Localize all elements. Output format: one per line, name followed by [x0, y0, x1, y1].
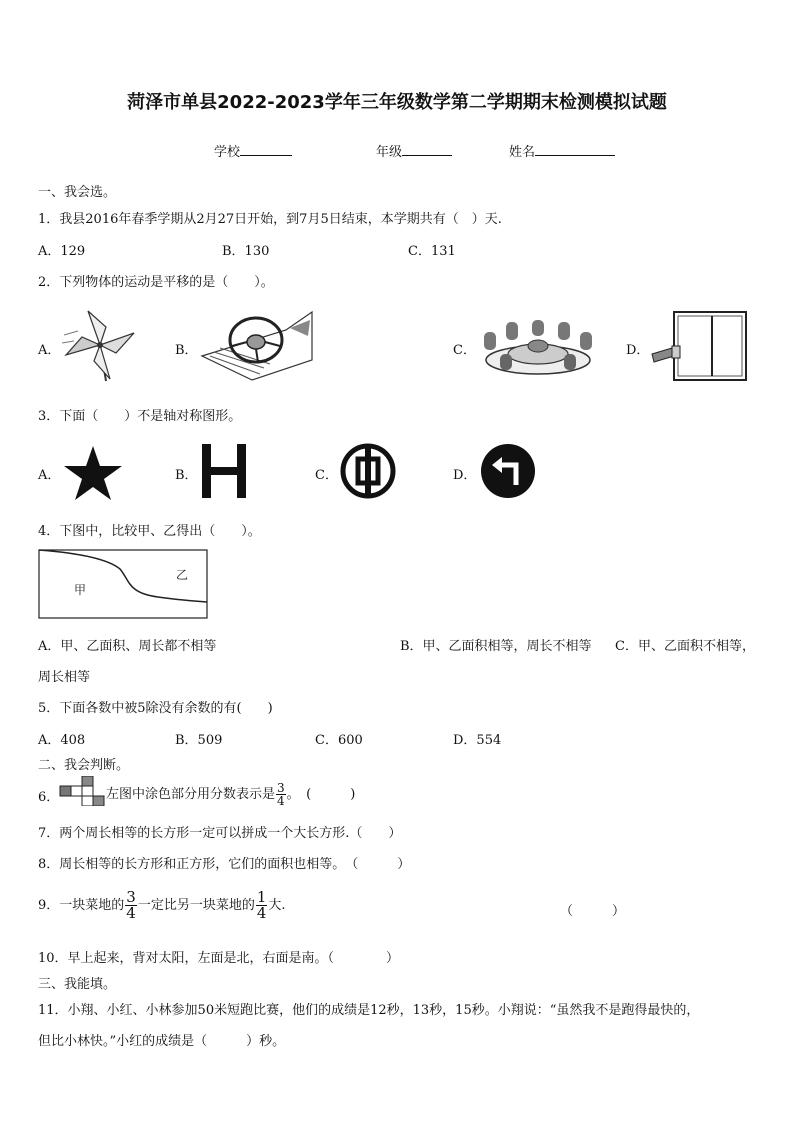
section1-heading: 一、我会选。 — [38, 185, 117, 200]
q4-option-a[interactable]: A．甲、乙面积、周长都不相等 — [38, 639, 217, 654]
q9-answer-blank[interactable]: （ ） — [560, 904, 626, 919]
q1-text: 1．我县2016年春季学期从2月27日开始，到7月5日结束，本学期共有（ ）天. — [38, 212, 502, 227]
name-blank[interactable] — [535, 141, 615, 156]
turn-left-sign-shape — [480, 443, 536, 499]
pinwheel-picture — [58, 305, 140, 383]
q11-text-line2: 但比小林快。”小红的成绩是（ ）秒。 — [38, 1034, 286, 1049]
q1-option-a[interactable]: A．129 — [38, 244, 86, 259]
q7-text: 7．两个周长相等的长方形一定可以拼成一个大长方形.（ ） — [38, 826, 402, 841]
grade-field — [376, 141, 452, 160]
q4-label-yi: 乙 — [176, 568, 189, 582]
grade-blank[interactable] — [402, 141, 452, 156]
q9-fraction-2 — [256, 890, 268, 921]
q5-option-b[interactable]: B．509 — [175, 733, 223, 748]
q6-fraction — [276, 782, 286, 807]
school-blank[interactable] — [240, 141, 292, 156]
q2-option-d[interactable]: D． — [626, 343, 650, 358]
q9-text-before: 9．一块菜地的 — [38, 898, 125, 913]
school-label: 学校 — [214, 145, 241, 160]
q9-text-after: 大. — [268, 898, 286, 913]
q2-option-a[interactable]: A． — [38, 343, 61, 358]
q9-fraction-1 — [125, 890, 137, 921]
q6-text-after: 。 ( ) — [286, 787, 356, 802]
q5-option-a[interactable]: A．408 — [38, 733, 86, 748]
q11-text-line1: 11．小翔、小红、小林参加50米短跑比赛，他们的成绩是12秒，13秒，15秒。小翔说：“虽然我不是跑得最快的， — [38, 1003, 700, 1018]
q3-text: 3．下面（ ）不是轴对称图形。 — [38, 409, 242, 424]
carousel-ride-picture — [478, 318, 598, 380]
q5-option-c[interactable]: C．600 — [315, 733, 363, 748]
q9-fraction-1-denominator: 4 — [126, 904, 136, 922]
steering-wheel-picture — [200, 310, 316, 382]
bank-logo-shape — [340, 443, 396, 499]
q6-number: 6． — [38, 790, 60, 805]
q1-option-b[interactable]: B．130 — [222, 244, 270, 259]
q9-fraction-2-denominator: 4 — [256, 904, 267, 922]
q4-option-c[interactable]: C．甲、乙面积不相等， — [615, 639, 755, 654]
q2-option-c[interactable]: C． — [453, 343, 476, 358]
star-shape — [62, 444, 124, 502]
q3-option-d[interactable]: D． — [453, 468, 477, 483]
grade-label: 年级 — [376, 145, 403, 160]
q8-text: 8．周长相等的长方形和正方形，它们的面积也相等。 （ ） — [38, 857, 411, 872]
q4-label-jia: 甲 — [74, 583, 87, 597]
section2-heading: 二、我会判断。 — [38, 758, 130, 773]
q3-option-c[interactable]: C． — [315, 468, 338, 483]
q3-option-a[interactable]: A． — [38, 468, 61, 483]
q9-fraction-2-numerator: 1 — [256, 888, 267, 906]
q6-statement — [106, 782, 355, 807]
q6-grid-figure — [58, 776, 106, 806]
q3-option-b[interactable]: B． — [175, 468, 198, 483]
school-field — [214, 141, 292, 160]
section3-heading: 三、我能填。 — [38, 977, 117, 992]
q9-statement — [38, 890, 286, 921]
q2-option-b[interactable]: B． — [175, 343, 198, 358]
letter-h-shape — [202, 444, 246, 498]
q4-option-b[interactable]: B．甲、乙面积相等，周长不相等 — [400, 639, 592, 654]
q5-option-d[interactable]: D．554 — [453, 733, 502, 748]
q6-fraction-denominator: 4 — [277, 794, 285, 808]
name-label: 姓名 — [509, 145, 536, 160]
q1-option-c[interactable]: C．131 — [408, 244, 456, 259]
q4-option-c-continued: 周长相等 — [38, 670, 91, 685]
sliding-window-picture — [650, 310, 748, 382]
q4-figure — [38, 549, 210, 621]
q6-fraction-numerator: 3 — [277, 781, 285, 795]
name-field — [509, 141, 615, 160]
q9-fraction-1-numerator: 3 — [126, 888, 136, 906]
q2-text: 2．下列物体的运动是平移的是（ ）。 — [38, 275, 274, 290]
q9-text-middle: 一定比另一块菜地的 — [137, 898, 255, 913]
page-title: 菏泽市单县2022-2023学年三年级数学第二学期期末检测模拟试题 — [127, 92, 667, 113]
q4-text: 4．下图中，比较甲、乙得出（ ）。 — [38, 524, 261, 539]
q10-text: 10．早上起来，背对太阳，左面是北，右面是南。（ ） — [38, 951, 400, 966]
q6-text-before: 左图中涂色部分用分数表示是 — [106, 787, 276, 802]
q5-text: 5．下面各数中被5除没有余数的有( ) — [38, 701, 273, 716]
